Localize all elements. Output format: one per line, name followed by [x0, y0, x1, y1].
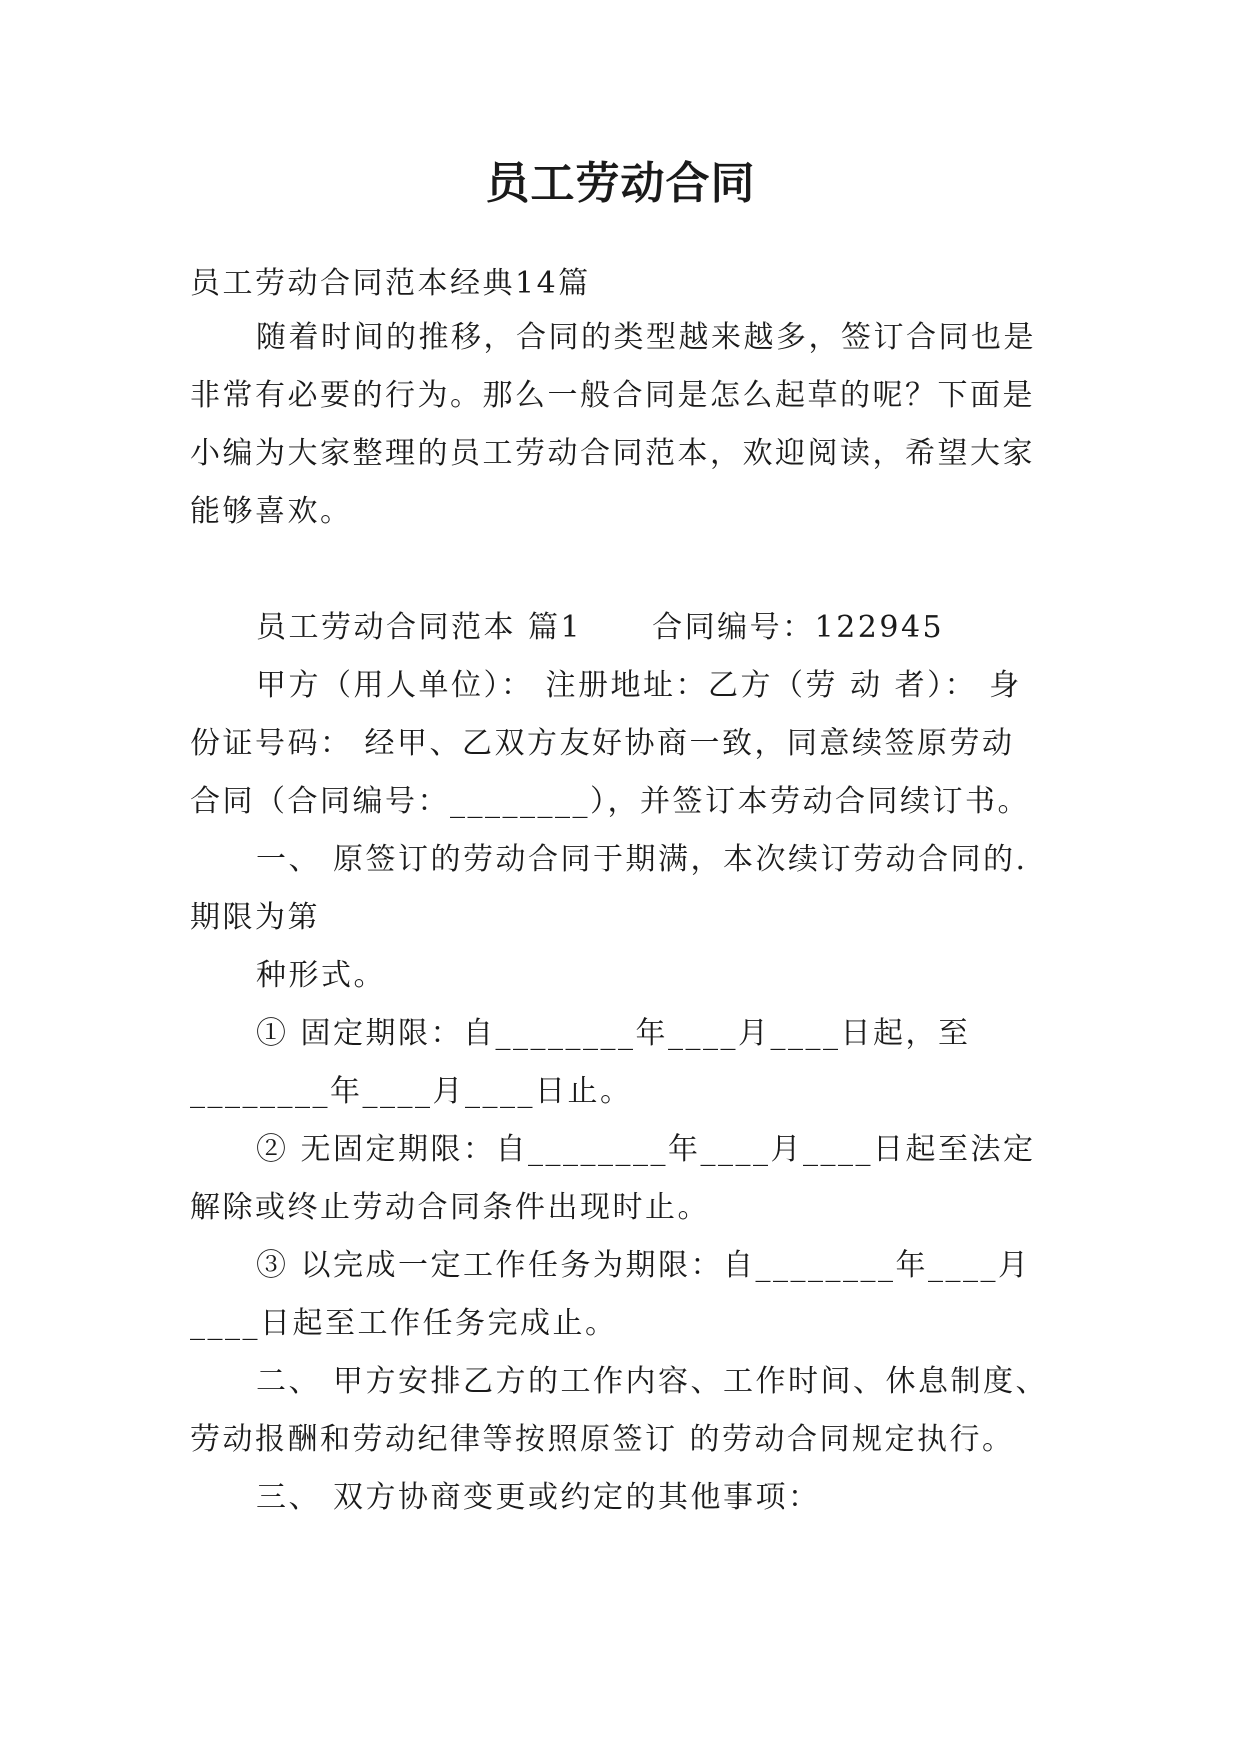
contract-number: 合同编号：122945 [652, 610, 945, 645]
item-1-line-3: 种形式。 [256, 958, 386, 993]
item-3-line-1: 三、 双方协商变更或约定的其他事项： [256, 1480, 821, 1515]
option-1-line-2: ________年____月____日止。 [190, 1074, 633, 1109]
party-line-1: 甲方（用人单位）： 注册地址：乙方（劳 动 者）： 身 [256, 668, 1022, 703]
document-title: 员工劳动合同 [485, 158, 756, 209]
option-2-line-1: ② 无固定期限：自________年____月____日起至法定 [256, 1132, 1036, 1167]
item-1-line-2: 期限为第 [190, 900, 320, 935]
party-line-2: 份证号码： 经甲、乙双方友好协商一致，同意续签原劳动 [190, 726, 1015, 761]
intro-line-4: 能够喜欢。 [190, 494, 353, 529]
intro-line-3: 小编为大家整理的员工劳动合同范本，欢迎阅读，希望大家 [190, 436, 1035, 471]
party-line-3: 合同（合同编号：________），并签订本劳动合同续订书。 [190, 784, 1030, 819]
option-1-line-1: ① 固定期限：自________年____月____日起，至 [256, 1016, 971, 1051]
item-2-line-2: 劳动报酬和劳动纪律等按照原签订 的劳动合同规定执行。 [190, 1422, 1015, 1457]
document-subtitle: 员工劳动合同范本经典14篇 [190, 266, 591, 301]
option-2-line-2: 解除或终止劳动合同条件出现时止。 [190, 1190, 710, 1225]
section-title: 员工劳动合同范本 篇1 [256, 610, 583, 645]
option-3-line-2: ____日起至工作任务完成止。 [190, 1306, 618, 1341]
section-heading [256, 608, 944, 648]
item-1-line-1: 一、 原签订的劳动合同于期满，本次续订劳动合同的. [256, 842, 1028, 877]
option-3-line-1: ③ 以完成一定工作任务为期限：自________年____月 [256, 1248, 1031, 1283]
intro-line-2: 非常有必要的行为。那么一般合同是怎么起草的呢？下面是 [190, 378, 1035, 413]
item-2-line-1: 二、 甲方安排乙方的工作内容、工作时间、休息制度、 [256, 1364, 1049, 1399]
intro-line-1: 随着时间的推移，合同的类型越来越多，签订合同也是 [256, 320, 1036, 355]
